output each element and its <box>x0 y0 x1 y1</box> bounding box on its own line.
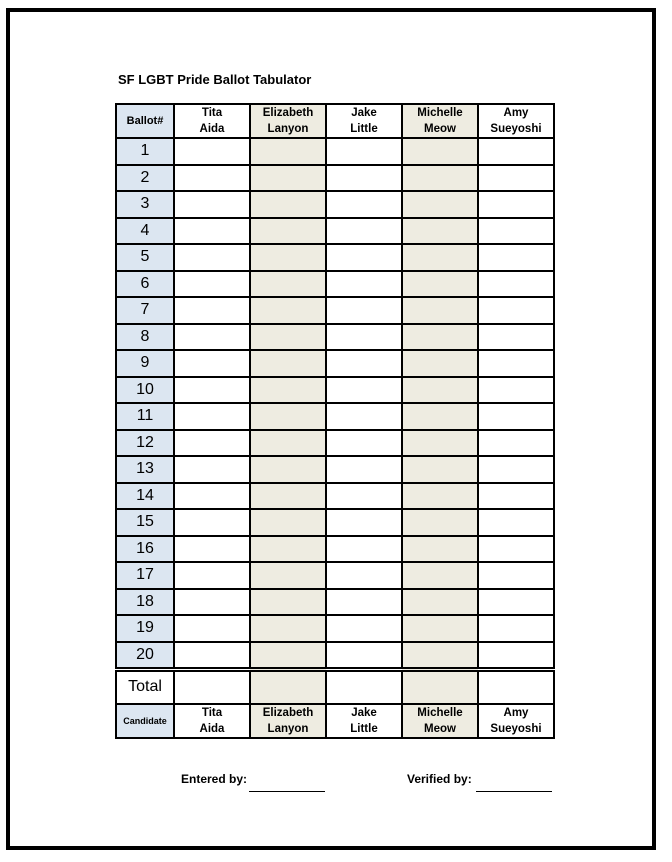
vote-cell[interactable] <box>250 165 326 192</box>
vote-cell[interactable] <box>402 536 478 563</box>
vote-cell[interactable] <box>326 562 402 589</box>
ballot-number: 4 <box>116 218 174 245</box>
vote-cell[interactable] <box>402 456 478 483</box>
vote-cell[interactable] <box>250 562 326 589</box>
vote-cell[interactable] <box>250 324 326 351</box>
vote-cell[interactable] <box>326 218 402 245</box>
candidate-last-name: Little <box>350 723 378 735</box>
vote-cell[interactable] <box>402 377 478 404</box>
vote-cell[interactable] <box>402 297 478 324</box>
vote-cell[interactable] <box>174 483 250 510</box>
ballot-row <box>116 218 554 245</box>
vote-cell[interactable] <box>326 271 402 298</box>
vote-cell[interactable] <box>326 642 402 670</box>
vote-cell[interactable] <box>250 244 326 271</box>
vote-cell[interactable] <box>174 244 250 271</box>
ballot-number: 15 <box>116 509 174 536</box>
total-label: Total <box>116 669 174 704</box>
candidate-footer <box>250 704 326 738</box>
vote-cell[interactable] <box>326 509 402 536</box>
vote-cell[interactable] <box>250 403 326 430</box>
ballot-number: 20 <box>116 642 174 670</box>
vote-cell[interactable] <box>174 430 250 457</box>
vote-cell[interactable] <box>174 509 250 536</box>
vote-cell[interactable] <box>174 324 250 351</box>
vote-cell[interactable] <box>478 191 554 218</box>
vote-cell[interactable] <box>402 562 478 589</box>
vote-cell[interactable] <box>402 403 478 430</box>
vote-cell[interactable] <box>478 509 554 536</box>
ballot-number: 16 <box>116 536 174 563</box>
vote-cell[interactable] <box>402 324 478 351</box>
vote-cell[interactable] <box>250 615 326 642</box>
vote-cell[interactable] <box>326 324 402 351</box>
vote-cell[interactable] <box>250 456 326 483</box>
candidate-first-name: Michelle <box>417 707 463 719</box>
vote-cell[interactable] <box>174 138 250 165</box>
candidate-first-name: Jake <box>351 707 377 719</box>
vote-cell[interactable] <box>478 218 554 245</box>
candidate-footer <box>402 704 478 738</box>
vote-cell[interactable] <box>174 403 250 430</box>
candidate-header <box>402 104 478 138</box>
vote-cell[interactable] <box>402 138 478 165</box>
ballot-number-header: Ballot# <box>116 104 174 138</box>
ballot-row <box>116 509 554 536</box>
entered-by-label: Entered by: <box>181 772 248 786</box>
candidate-first-name: Elizabeth <box>262 707 314 719</box>
vote-cell[interactable] <box>402 589 478 616</box>
total-row <box>116 669 554 704</box>
vote-cell[interactable] <box>478 138 554 165</box>
vote-cell[interactable] <box>174 562 250 589</box>
ballot-number: 6 <box>116 271 174 298</box>
vote-cell[interactable] <box>402 244 478 271</box>
footer-row <box>116 704 554 738</box>
candidate-last-name: Lanyon <box>267 723 309 735</box>
ballot-row <box>116 350 554 377</box>
ballot-number: 10 <box>116 377 174 404</box>
vote-cell[interactable] <box>174 350 250 377</box>
vote-cell[interactable] <box>478 589 554 616</box>
vote-cell[interactable] <box>326 350 402 377</box>
candidate-last-name: Little <box>350 123 378 135</box>
ballot-row <box>116 589 554 616</box>
total-cell[interactable] <box>250 669 326 704</box>
ballot-number: 12 <box>116 430 174 457</box>
vote-cell[interactable] <box>174 271 250 298</box>
ballot-number: 18 <box>116 589 174 616</box>
vote-cell[interactable] <box>174 589 250 616</box>
candidate-first-name: Jake <box>351 107 377 119</box>
vote-cell[interactable] <box>250 483 326 510</box>
vote-cell[interactable] <box>326 483 402 510</box>
vote-cell[interactable] <box>478 456 554 483</box>
vote-cell[interactable] <box>478 324 554 351</box>
vote-cell[interactable] <box>402 218 478 245</box>
candidate-last-name: Meow <box>424 123 456 135</box>
vote-cell[interactable] <box>402 615 478 642</box>
vote-cell[interactable] <box>174 377 250 404</box>
candidate-footer <box>326 704 402 738</box>
total-cell[interactable] <box>326 669 402 704</box>
vote-cell[interactable] <box>326 377 402 404</box>
vote-cell[interactable] <box>326 536 402 563</box>
vote-cell[interactable] <box>326 403 402 430</box>
ballot-number: 9 <box>116 350 174 377</box>
vote-cell[interactable] <box>250 271 326 298</box>
candidate-last-name: Aida <box>199 723 225 735</box>
ballot-row <box>116 138 554 165</box>
candidate-last-name: Aida <box>199 123 225 135</box>
candidate-header <box>326 104 402 138</box>
candidate-last-name: Sueyoshi <box>490 123 542 135</box>
vote-cell[interactable] <box>478 350 554 377</box>
vote-cell[interactable] <box>174 642 250 670</box>
vote-cell[interactable] <box>326 430 402 457</box>
verified-by-line[interactable] <box>476 791 552 792</box>
vote-cell[interactable] <box>478 271 554 298</box>
vote-cell[interactable] <box>326 165 402 192</box>
total-cell[interactable] <box>174 669 250 704</box>
ballot-number: 11 <box>116 403 174 430</box>
ballot-number: 5 <box>116 244 174 271</box>
candidate-first-name: Michelle <box>417 107 463 119</box>
total-cell[interactable] <box>478 669 554 704</box>
ballot-number: 8 <box>116 324 174 351</box>
candidate-first-name: Tita <box>201 707 223 719</box>
ballot-rows <box>116 138 554 669</box>
ballot-number: 19 <box>116 615 174 642</box>
candidate-footer-label: Candidate <box>116 704 174 738</box>
vote-cell[interactable] <box>478 562 554 589</box>
ballot-number: 17 <box>116 562 174 589</box>
ballot-row <box>116 456 554 483</box>
vote-cell[interactable] <box>326 138 402 165</box>
ballot-row <box>116 615 554 642</box>
vote-cell[interactable] <box>174 165 250 192</box>
candidate-header <box>478 104 554 138</box>
vote-cell[interactable] <box>250 509 326 536</box>
vote-cell[interactable] <box>174 191 250 218</box>
vote-cell[interactable] <box>478 430 554 457</box>
ballot-row <box>116 271 554 298</box>
candidate-first-name: Amy <box>503 107 529 119</box>
vote-cell[interactable] <box>250 297 326 324</box>
ballot-table <box>115 103 555 739</box>
vote-cell[interactable] <box>250 642 326 670</box>
ballot-number: 2 <box>116 165 174 192</box>
candidate-first-name: Amy <box>503 707 529 719</box>
vote-cell[interactable] <box>402 271 478 298</box>
ballot-number: 13 <box>116 456 174 483</box>
vote-cell[interactable] <box>402 642 478 670</box>
ballot-row <box>116 430 554 457</box>
ballot-row <box>116 562 554 589</box>
vote-cell[interactable] <box>250 536 326 563</box>
vote-cell[interactable] <box>402 165 478 192</box>
candidate-first-name: Tita <box>201 107 223 119</box>
vote-cell[interactable] <box>402 191 478 218</box>
ballot-row <box>116 324 554 351</box>
vote-cell[interactable] <box>250 430 326 457</box>
vote-cell[interactable] <box>174 536 250 563</box>
vote-cell[interactable] <box>174 615 250 642</box>
vote-cell[interactable] <box>326 589 402 616</box>
vote-cell[interactable] <box>402 430 478 457</box>
vote-cell[interactable] <box>250 589 326 616</box>
candidate-footer <box>478 704 554 738</box>
ballot-number: 1 <box>116 138 174 165</box>
vote-cell[interactable] <box>250 350 326 377</box>
candidate-header <box>250 104 326 138</box>
entered-by-line[interactable] <box>249 791 325 792</box>
vote-cell[interactable] <box>250 218 326 245</box>
vote-cell[interactable] <box>402 509 478 536</box>
vote-cell[interactable] <box>174 456 250 483</box>
vote-cell[interactable] <box>326 297 402 324</box>
ballot-row <box>116 297 554 324</box>
vote-cell[interactable] <box>326 244 402 271</box>
vote-cell[interactable] <box>326 615 402 642</box>
ballot-row <box>116 165 554 192</box>
vote-cell[interactable] <box>478 377 554 404</box>
vote-cell[interactable] <box>478 483 554 510</box>
ballot-row <box>116 403 554 430</box>
total-cell[interactable] <box>402 669 478 704</box>
candidate-first-name: Elizabeth <box>262 107 314 119</box>
vote-cell[interactable] <box>478 297 554 324</box>
ballot-number: 14 <box>116 483 174 510</box>
vote-cell[interactable] <box>478 642 554 670</box>
vote-cell[interactable] <box>478 403 554 430</box>
header-row <box>116 104 554 138</box>
candidate-last-name: Lanyon <box>267 123 309 135</box>
ballot-number: 3 <box>116 191 174 218</box>
vote-cell[interactable] <box>478 244 554 271</box>
ballot-row <box>116 191 554 218</box>
vote-cell[interactable] <box>478 615 554 642</box>
candidate-last-name: Sueyoshi <box>490 723 542 735</box>
vote-cell[interactable] <box>402 350 478 377</box>
ballot-row <box>116 483 554 510</box>
verified-by-label: Verified by: <box>407 772 472 786</box>
vote-cell[interactable] <box>326 191 402 218</box>
candidate-header <box>174 104 250 138</box>
ballot-number: 7 <box>116 297 174 324</box>
vote-cell[interactable] <box>174 218 250 245</box>
vote-cell[interactable] <box>250 138 326 165</box>
vote-cell[interactable] <box>250 191 326 218</box>
ballot-row <box>116 642 554 670</box>
ballot-row <box>116 377 554 404</box>
ballot-row <box>116 244 554 271</box>
vote-cell[interactable] <box>478 165 554 192</box>
vote-cell[interactable] <box>174 297 250 324</box>
vote-cell[interactable] <box>250 377 326 404</box>
vote-cell[interactable] <box>326 456 402 483</box>
candidate-last-name: Meow <box>424 723 456 735</box>
page-title: SF LGBT Pride Ballot Tabulator <box>118 72 312 87</box>
ballot-row <box>116 536 554 563</box>
vote-cell[interactable] <box>402 483 478 510</box>
candidate-footer <box>174 704 250 738</box>
vote-cell[interactable] <box>478 536 554 563</box>
